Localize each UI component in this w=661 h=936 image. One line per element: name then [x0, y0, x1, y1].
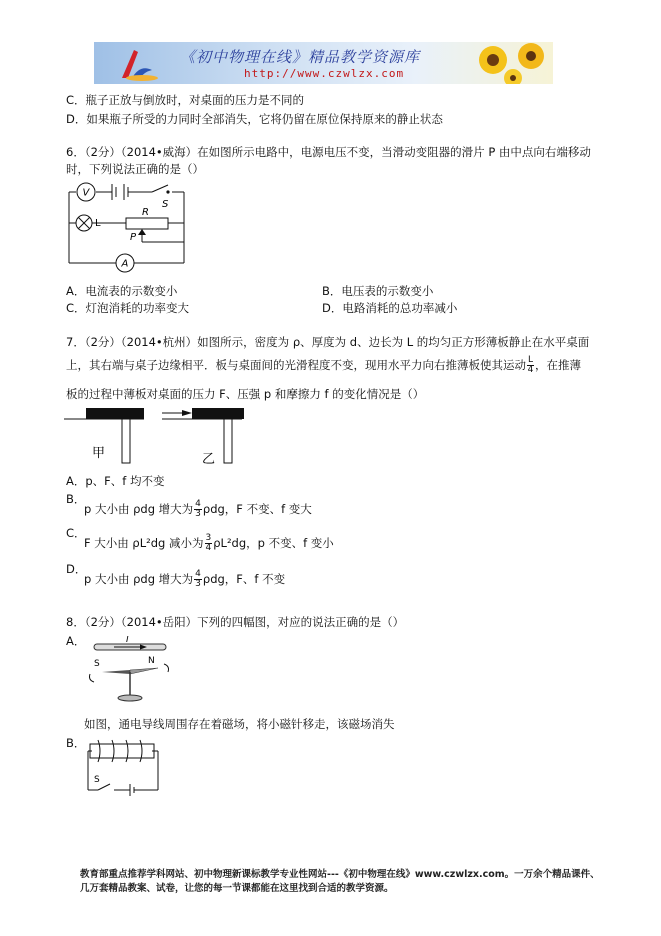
q7-option-a: A．p、F、f 均不变 [66, 474, 165, 488]
q7-stem-line3: 板的过程中薄板对桌面的压力 F、压强 p 和摩擦力 f 的变化情况是（） [66, 387, 425, 401]
banner-url[interactable]: http://www.czwlzx.com [244, 67, 405, 80]
q7-option-b-label: B． [66, 492, 86, 506]
header-banner [94, 42, 553, 84]
q7-option-d-label: D． [66, 562, 87, 576]
q8-current-label: I [126, 636, 129, 645]
q7-plate-figure [64, 405, 274, 465]
q6-resistor-label: R [142, 207, 149, 218]
q6-lamp-label: L [95, 218, 101, 229]
q7-option-c-label: C． [66, 526, 86, 540]
q6-ammeter-label: A [121, 258, 129, 270]
footer-line2: 几万套精品教案、试卷，让您的每一节课都能在这里找到合适的教学资源。 [80, 883, 394, 894]
q6-circuit-figure [64, 178, 199, 278]
q8-figure-a [84, 636, 194, 706]
q7-option-c: F 大小由 ρL²dg 减小为 $\frac{3}{4}$ ρL²dg，p 不变、f 变小 [84, 533, 334, 553]
q7-figure-label-jia: 甲 [92, 446, 106, 461]
q7-option-b: p 大小由 ρdg 增大为 $\frac{4}{3}$ ρdg，F 不变、f 变大 [84, 499, 312, 519]
q7-option-d-fraction: $\frac{4}{3}$ [195, 569, 201, 589]
q8-option-a-label: A． [66, 634, 86, 648]
q7-figure-label-yi: 乙 [202, 452, 216, 465]
q6-stem-line1: 6．（2分）（2014•威海）在如图所示电路中，电源电压不变，当滑动变阻器的滑片 P 由中点向右端移动 [66, 145, 591, 159]
q6-option-b: B．电压表的示数变小 [322, 284, 434, 298]
q8-stem: 8．（2分）（2014•岳阳）下列的四幅图，对应的说法正确的是（） [66, 615, 405, 629]
q8-north-label: N [148, 656, 155, 666]
q6-voltmeter-label: V [82, 187, 90, 199]
logo-icon [104, 42, 164, 84]
q7-stem-line2-tail: ，在推薄 [535, 358, 582, 372]
q7-stem-line2-text: 上，其右端与桌子边缘相平．板与桌面间的光滑程度不变，现用水平力向右推薄板使其运动 [66, 358, 526, 372]
q8-figure-b [86, 736, 166, 798]
q7-stem-line1: 7．（2分）（2014•杭州）如图所示，密度为 ρ、厚度为 d、边长为 L 的均匀正方形薄板静止在水平桌面 [66, 335, 590, 349]
q7-option-c-fraction: $\frac{3}{4}$ [205, 533, 212, 553]
q8-switch-label: S [94, 775, 100, 785]
banner-title: 《初中物理在线》精品教学资源库 [180, 48, 421, 66]
q6-option-c: C．灯泡消耗的功率变大 [66, 301, 190, 315]
q8-south-label: S [94, 659, 100, 669]
q6-slider-label: P [130, 232, 137, 243]
q7-stem-line2 [66, 356, 581, 375]
q7-option-b-fraction: $\frac{4}{3}$ [195, 499, 201, 519]
q5-option-c: C．瓶子正放与倒放时，对桌面的压力是不同的 [66, 93, 305, 107]
q7-fraction-l4: $\frac{L}{4}$ [527, 355, 534, 375]
q8-option-a-text: 如图，通电导线周围存在着磁场，将小磁针移走，该磁场消失 [84, 717, 395, 731]
q6-switch-label: S [162, 199, 169, 210]
q7-option-d: p 大小由 ρdg 增大为 $\frac{4}{3}$ ρdg，F、f 不变 [84, 569, 286, 589]
q6-option-a: A．电流表的示数变小 [66, 284, 178, 298]
q8-option-b-label: B． [66, 736, 86, 750]
sunflower-image [463, 42, 553, 84]
q6-stem-line2: 时，下列说法正确的是（） [66, 162, 204, 176]
footer-line1: 教育部重点推荐学科网站、初中物理新课标教学专业性网站---《初中物理在线》www.czwlzx.com。一万余个精品课件、 [80, 869, 600, 880]
q5-option-d: D．如果瓶子所受的力同时全部消失，它将仍留在原位保持原来的静止状态 [66, 112, 443, 126]
q6-option-d: D．电路消耗的总功率减小 [322, 301, 458, 315]
